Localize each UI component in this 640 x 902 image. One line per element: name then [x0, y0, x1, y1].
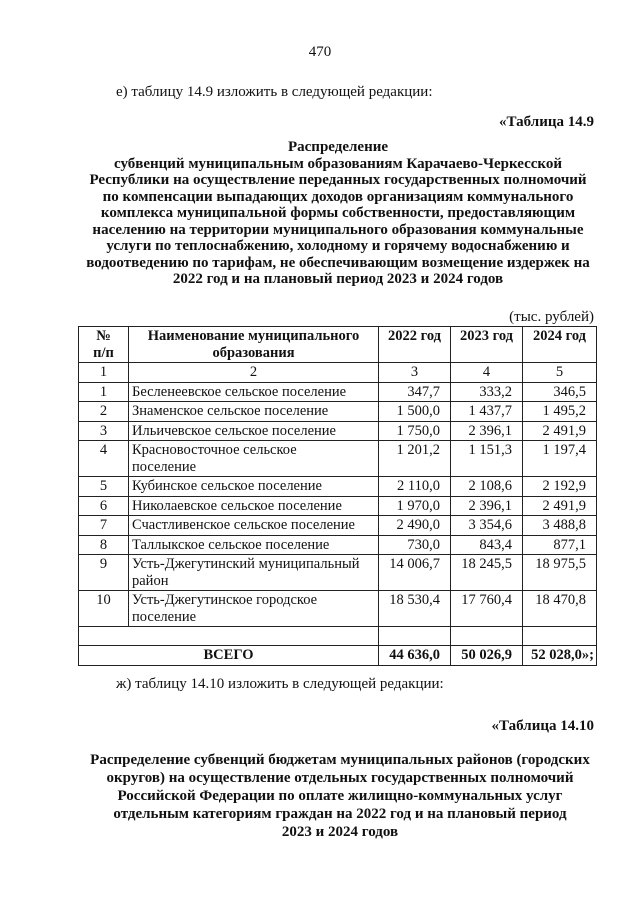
- row-name: Усть-Джегутинский муниципальный район: [129, 555, 379, 591]
- row-value-2024: 877,1: [523, 535, 597, 555]
- table-row: [79, 477, 597, 497]
- paragraph-zh: ж) таблицу 14.10 изложить в следующей редакции:: [116, 676, 444, 692]
- total-2023: 50 026,9: [451, 646, 523, 666]
- row-number: 2: [79, 402, 129, 422]
- column-number: 1: [79, 363, 129, 383]
- total-label: ВСЕГО: [79, 646, 379, 666]
- table-row: [79, 496, 597, 516]
- row-value-2023: 1 151,3: [451, 441, 523, 477]
- row-name: Знаменское сельское поселение: [129, 402, 379, 422]
- column-number: 5: [523, 363, 597, 383]
- row-name: Бесленеевское сельское поселение: [129, 382, 379, 402]
- row-value-2023: 2 396,1: [451, 496, 523, 516]
- header-2023: 2023 год: [451, 327, 523, 363]
- row-value-2024: 346,5: [523, 382, 597, 402]
- row-value-2023: 18 245,5: [451, 555, 523, 591]
- row-value-2024: 2 491,9: [523, 496, 597, 516]
- column-number: 3: [379, 363, 451, 383]
- table-14-9-title: Распределение субвенций муниципальным образованиям Карачаево-Черкесской Республики на осуществление переданных государственных полномочий по компенсации выпадающих доходов организациям коммунального комплекса муниципальной формы собственности, предоставляющим населению на территории муниципального образования коммунальные услуги по теплоснабжению, холодному и горячему водоснабжению и водоотведению по тарифам, не обеспечивающим возмещение издержек на 2022 год и на плановый период 2023 и 2024 годов: [86, 139, 590, 287]
- paragraph-e: е) таблицу 14.9 изложить в следующей редакции:: [116, 84, 433, 100]
- table-row: [79, 516, 597, 536]
- row-value-2024: 2 491,9: [523, 421, 597, 441]
- table-row: [79, 535, 597, 555]
- column-numbers-row: [79, 363, 597, 383]
- column-number: 4: [451, 363, 523, 383]
- row-value-2023: 843,4: [451, 535, 523, 555]
- row-value-2022: 730,0: [379, 535, 451, 555]
- row-name: Николаевское сельское поселение: [129, 496, 379, 516]
- row-value-2022: 1 500,0: [379, 402, 451, 422]
- row-number: 3: [79, 421, 129, 441]
- row-value-2022: 18 530,4: [379, 591, 451, 627]
- row-value-2023: 1 437,7: [451, 402, 523, 422]
- row-number: 8: [79, 535, 129, 555]
- row-number: 4: [79, 441, 129, 477]
- row-name: Красновосточное сельское поселение: [129, 441, 379, 477]
- row-value-2024: 3 488,8: [523, 516, 597, 536]
- row-value-2024: 2 192,9: [523, 477, 597, 497]
- row-value-2023: 2 108,6: [451, 477, 523, 497]
- empty-row: [79, 627, 597, 646]
- row-value-2022: 1 970,0: [379, 496, 451, 516]
- header-2024: 2024 год: [523, 327, 597, 363]
- table-row: [79, 441, 597, 477]
- row-value-2023: 2 396,1: [451, 421, 523, 441]
- table-row: [79, 421, 597, 441]
- row-name: Счастливенское сельское поселение: [129, 516, 379, 536]
- row-value-2022: 14 006,7: [379, 555, 451, 591]
- row-value-2022: 1 750,0: [379, 421, 451, 441]
- row-value-2024: 1 495,2: [523, 402, 597, 422]
- row-number: 6: [79, 496, 129, 516]
- total-row: [79, 646, 597, 666]
- page-number: 470: [308, 44, 332, 60]
- table-14-10-label: «Таблица 14.10: [491, 718, 594, 734]
- table-row: [79, 402, 597, 422]
- row-number: 9: [79, 555, 129, 591]
- row-number: 5: [79, 477, 129, 497]
- row-value-2022: 2 490,0: [379, 516, 451, 536]
- header-2022: 2022 год: [379, 327, 451, 363]
- table-14-9-label: «Таблица 14.9: [499, 114, 594, 130]
- total-2024: 52 028,0»;: [523, 646, 597, 666]
- row-value-2024: 18 975,5: [523, 555, 597, 591]
- header-num: № п/п: [79, 327, 129, 363]
- total-2022: 44 636,0: [379, 646, 451, 666]
- row-number: 10: [79, 591, 129, 627]
- row-value-2023: 333,2: [451, 382, 523, 402]
- table-header-row: [79, 327, 597, 363]
- row-value-2024: 1 197,4: [523, 441, 597, 477]
- table-row: [79, 591, 597, 627]
- row-value-2024: 18 470,8: [523, 591, 597, 627]
- row-value-2022: 2 110,0: [379, 477, 451, 497]
- table-14-10-title: Распределение субвенций бюджетам муниципальных районов (городских округов) на осуществление отдельных государственных полномочий Российской Федерации по оплате жилищно-коммунальных услуг отдельным категориям граждан на 2022 год и на плановый период 2023 и 2024 годов: [90, 752, 590, 840]
- row-name: Ильичевское сельское поселение: [129, 421, 379, 441]
- row-name: Таллыкское сельское поселение: [129, 535, 379, 555]
- row-name: Усть-Джегутинское городское поселение: [129, 591, 379, 627]
- row-name: Кубинское сельское поселение: [129, 477, 379, 497]
- column-number: 2: [129, 363, 379, 383]
- row-value-2023: 3 354,6: [451, 516, 523, 536]
- row-value-2023: 17 760,4: [451, 591, 523, 627]
- row-number: 1: [79, 382, 129, 402]
- table-units: (тыс. рублей): [509, 309, 594, 325]
- row-value-2022: 347,7: [379, 382, 451, 402]
- table-row: [79, 382, 597, 402]
- table-14-9: [78, 326, 597, 666]
- row-value-2022: 1 201,2: [379, 441, 451, 477]
- table-row: [79, 555, 597, 591]
- header-name: Наименование муниципального образования: [129, 327, 379, 363]
- row-number: 7: [79, 516, 129, 536]
